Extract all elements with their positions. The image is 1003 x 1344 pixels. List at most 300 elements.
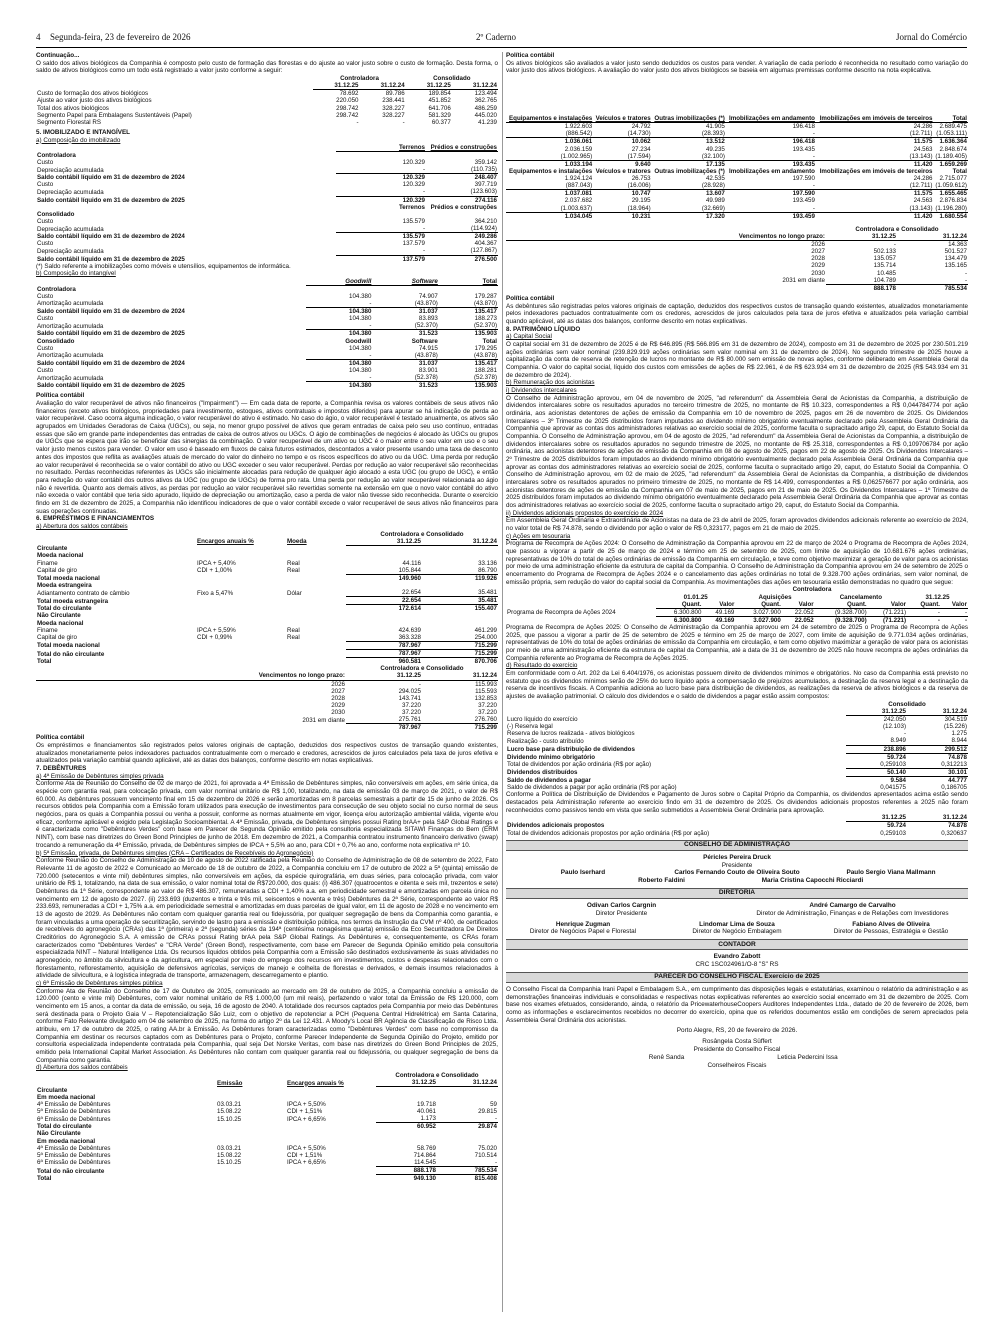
row-value: 486.259: [474, 104, 497, 112]
row-value: 26.753: [631, 175, 651, 183]
table-row: [36, 90, 498, 98]
table-row: [36, 724, 498, 732]
row-label: Total moeda nacional: [37, 574, 100, 582]
row-value: Software: [411, 337, 438, 345]
row-value: 132.853: [474, 694, 497, 702]
row-label: Realização - custo atribuído: [507, 737, 584, 745]
row-value: (123.603): [470, 188, 497, 196]
row-label: Custo: [37, 292, 54, 300]
row-value: 193.459: [792, 197, 815, 205]
directors-title: DIRETORIA: [506, 888, 968, 899]
table-row: [36, 225, 498, 233]
row-attribute: [196, 612, 286, 619]
row-label: 2027: [811, 248, 825, 256]
table-row: [36, 1152, 498, 1159]
section-8b-title: b) Remuneração dos acionistas: [506, 379, 595, 387]
treas-date: 31.12.25: [925, 593, 950, 601]
row-label: Total do circulante: [37, 1123, 92, 1131]
table-row: [506, 277, 968, 285]
row-value: 0,186705: [941, 784, 967, 792]
fiscal-council-text: O Conselho Fiscal da Companhia Irani Papel e Embalagem S.A., em cumprimento das disposições legais e estatutárias, examinou o relatório da administração e as demonstrações financeiras individuais e consolidadas e respectivas notas explicativas referentes ao exercício social encerrado em 31 de dezembro de 2025. Com base nos exames efetuados, considerando, ainda, o relatório da PricewaterhouseCoopers Auditores Independentes Ltda., datado de 20 de fevereiro de 2026, bem como as informações e esclarecimentos recebidos no decorrer do exercício, opina que os referidos documentos estão em condições de serem apreciados pela Assembleia Geral Ordinária dos acionistas.: [506, 985, 968, 1024]
row-value: 461.299: [474, 626, 497, 634]
row-value: (15.226): [943, 723, 967, 731]
table-row: [36, 545, 498, 552]
row-value: 37.220: [402, 709, 421, 717]
row-value: [422, 620, 498, 627]
table-row: [36, 605, 498, 613]
row-attribute: [286, 597, 346, 605]
loan-mat-group: Controladora e Consolidado: [380, 665, 464, 673]
row-attribute: CDI + 1,51%: [287, 1151, 323, 1159]
row-value: (71.221): [868, 616, 907, 624]
table-row: [36, 1130, 498, 1137]
row-value: 196.418: [726, 138, 816, 146]
row-value: 785.534: [897, 284, 968, 292]
row-value: 75.020: [478, 1144, 497, 1152]
row-label: Circulante: [37, 545, 68, 553]
row-value: (43.878): [414, 351, 438, 359]
table-row: [506, 723, 968, 730]
row-value: 135.165: [944, 262, 967, 270]
board-member: Maria Cristina Capocchi Ricciardi: [761, 877, 864, 885]
row-value: 445.020: [474, 111, 497, 119]
row-attribute: [286, 545, 346, 552]
table-row: [36, 567, 498, 575]
row-value: 13.607: [652, 190, 726, 198]
row-value: [437, 1138, 498, 1145]
row-value: [437, 1094, 498, 1101]
row-label: Saldo contábil líquido em 31 de dezembro de 2025: [37, 255, 185, 263]
row-value: 715.299: [422, 650, 498, 658]
row-value: 1.924.124: [564, 175, 593, 183]
policy2-text: Os empréstimos e financiamentos são registrados pelos valores originais de captação, deduzidos dos respectivos custos de transação quando existentes, atualizados monetariamente pelos indexadores pactuados contratualmente com o mercado e credores, acrescidos de juros calculados pela taxa de juros efetiva e atualizados pela variação cambial quando aplicável, até as datas dos balanços, conforme descrito em notas explicativas.: [36, 742, 498, 765]
row-value: 715.299: [422, 724, 498, 732]
row-attribute: IPCA + 6,65%: [287, 1115, 326, 1123]
row-value: 189.854: [428, 90, 451, 98]
row-attribute: CDI + 1,00%: [197, 567, 233, 575]
row-label: Moeda estrangeira: [37, 581, 92, 589]
row-value: -: [422, 247, 425, 255]
row-value: 120.329: [402, 158, 425, 166]
row-value: -: [812, 204, 815, 212]
row-label: Total do não circulante: [37, 650, 105, 658]
row-value: 193.435: [792, 145, 815, 153]
row-value: 11.420: [816, 160, 934, 168]
row-value: (14.730): [627, 130, 651, 138]
page-number: 4: [36, 32, 41, 42]
row-attribute: [286, 1123, 376, 1131]
row-value: 254.000: [474, 633, 497, 641]
table-row: [36, 552, 498, 559]
table-row: [506, 777, 968, 785]
loan-table: [36, 531, 498, 666]
row-value: 44.116: [402, 559, 421, 567]
row-value: 193.459: [726, 212, 816, 220]
row-value: [439, 286, 498, 293]
additional-dividends-table: [506, 814, 968, 836]
row-value: (1.002.965): [560, 152, 593, 160]
imob-col: Prédios e construções: [426, 144, 498, 152]
row-value: 120.329: [402, 181, 425, 189]
row-label: Amortização acumulada: [37, 322, 104, 330]
table-row: [36, 582, 498, 589]
table-row: [36, 112, 498, 119]
section-8c-text: Programa de Recompra de Ações 2024: O Conselho de Administração da Companhia aprovou em 22 de março de 2024 o Programa de Recompra de Ações 2024, que passou a vigorar a partir de 25 de março de 2024 e término em 25 de setembro de 2025, com limite de aquisição de 10.681.676 ações ordinárias, representativas de 10% do total de ações ordinárias de emissão da Companhia em circulação, e teve como objetivo maximizar a geração de valor para os acionistas por meio de uma administração eficiente da estrutura de capital da Companhia. O Conselho de Administração da Companhia aprovou em 24 de setembro de 2025 o encerramento do Programa de Recompra de Ações 2024 e o cancelamento das ações ordinárias no total de 9.328.700 ações ordinárias, sem valor nominal, de emissão própria, sem redução do valor do capital social da Companhia. As movimentações das ações em tesouraria estão demonstradas no quadro que segue:: [506, 540, 968, 586]
row-value: Imobilizações em andamento: [728, 167, 815, 175]
row-value: (13.143): [909, 204, 933, 212]
row-attribute: [196, 582, 286, 589]
res-col: 31.12.24: [907, 708, 968, 716]
table-row: [36, 308, 498, 316]
bio-col: 31.12.24: [360, 82, 406, 90]
row-value: 2.689.475: [939, 123, 967, 131]
row-value: 137.579: [336, 255, 426, 263]
table-row: [36, 702, 498, 709]
row-label: Custo: [37, 344, 54, 352]
section-8c-text2: Programa de Recompra de Ações 2025: O Conselho de Administração da Companhia aprovou em 24 de setembro de 2025 o Programa de Recompra de Ações 2025, que passou a vigorar a partir de 25 de setembro de 2025 e término em 25 de março de 2027, com limite de aquisição de 9.771.034 ações ordinárias, representativas de 10% do total de ações ordinárias de emissão da Companhia em circulação, e tem como objetivo maximizar a geração de valor para os acionistas por meio de uma administração eficiente da estrutura de capital da Companhia, até a data de 31 de dezembro de 2025 não houve recompra de ações ordinárias da Companhia referente ao Programa de Recompra de Ações 2025.: [506, 624, 968, 662]
director-name: Fabiano Alves de Oliveira: [852, 920, 930, 928]
row-value: (110.735): [470, 166, 497, 174]
row-value: (43.878): [473, 351, 497, 359]
treas-subcol: Valor: [782, 601, 815, 609]
row-value: -: [422, 225, 425, 233]
row-value: 134.479: [944, 255, 967, 263]
column-divider: [502, 52, 503, 1312]
treas-subcol: Quant.: [735, 601, 781, 609]
table-row: [506, 737, 968, 745]
loan-group: Controladora e Consolidado: [380, 530, 464, 538]
row-value: 78.692: [339, 90, 359, 98]
row-value: 1.636.364: [934, 138, 969, 146]
row-attribute: [216, 1130, 286, 1137]
table-row: [36, 695, 498, 702]
row-value: (71.221): [882, 608, 907, 616]
row-value: [346, 582, 422, 589]
section-8d-title: d) Resultado do exercício: [506, 662, 578, 670]
deb-mat-col: 31.12.24: [897, 233, 968, 241]
table-row: [36, 1101, 498, 1108]
row-label: Segmento Papel para Embalagens Sustentáveis (Papel): [37, 111, 192, 119]
row-value: (16.006): [627, 182, 651, 190]
row-value: 31.037: [372, 359, 438, 367]
row-value: 104.380: [349, 292, 372, 300]
table-row: [506, 168, 968, 175]
row-value: 172.614: [346, 605, 422, 613]
row-value: -: [356, 118, 359, 126]
table-row: [36, 1138, 498, 1145]
deb-maturity-table: [506, 226, 968, 292]
treas-group: Controladora: [792, 586, 832, 594]
table-row: [36, 1108, 498, 1115]
bio-col: 31.12.25: [313, 82, 359, 90]
row-label: Capital de giro: [37, 567, 77, 575]
row-label: Saldo contábil líquido em 31 de dezembro de 2025: [37, 382, 185, 390]
table-row: [36, 1175, 498, 1183]
row-attribute: CDI + 0,99%: [197, 634, 233, 642]
row-label: [506, 284, 826, 292]
row-value: 49.235: [705, 145, 725, 153]
table-row: [36, 359, 498, 367]
section-5a-title: a) Composição do imobilizado: [36, 136, 121, 144]
row-value: (52.378): [414, 374, 438, 382]
row-attribute: [196, 597, 286, 605]
deb-col: Emissão: [217, 1079, 243, 1087]
table-row: [36, 240, 498, 247]
board-member: Paulo Sergio Viana Mallmann: [846, 869, 936, 877]
row-value: 10.747: [593, 190, 651, 198]
row-value: 135.417: [439, 359, 498, 367]
row-label: 2028: [811, 255, 825, 263]
row-value: 37.220: [478, 709, 497, 717]
row-value: (18.964): [627, 204, 651, 212]
row-value: -: [907, 616, 941, 624]
row-value: 135.903: [439, 330, 498, 338]
row-value: 359.142: [474, 158, 497, 166]
loan-mat-label: Vencimentos no longo prazo:: [36, 672, 346, 680]
row-label: 2029: [331, 701, 345, 709]
row-label: Consolidado: [37, 210, 75, 218]
row-value: Terrenos: [398, 203, 425, 211]
row-value: 135.903: [439, 382, 498, 390]
row-value: 0,320637: [941, 829, 967, 837]
row-attribute: [216, 1087, 286, 1094]
policy2-title: Política contábil: [36, 734, 85, 742]
row-value: 0,259103: [880, 760, 906, 768]
board-member: Roberto Faldini: [638, 877, 685, 885]
imob-table: [36, 144, 498, 263]
section-8c-title: c) Ações em tesouraria: [506, 532, 571, 540]
row-value: 710.514: [474, 1151, 497, 1159]
row-value: 104.380: [306, 308, 372, 316]
fiscal-members: [506, 1054, 968, 1062]
row-value: [376, 1094, 437, 1101]
row-label: Custo de formação dos ativos biológicos: [37, 90, 149, 98]
deb-col: 31.12.25: [376, 1079, 437, 1087]
table-row: [506, 745, 968, 753]
table-row: [36, 322, 498, 330]
table-row: [36, 338, 498, 345]
row-attribute: Fixo a 5,47%: [197, 589, 234, 597]
row-label: Em moeda nacional: [37, 1137, 96, 1145]
row-value: Total: [952, 167, 967, 175]
section-5b-title: b) Composição do intangível: [36, 270, 116, 278]
fiscal-member: Renê Sanda: [648, 1053, 685, 1061]
row-value: 143.741: [398, 694, 421, 702]
table-row: [36, 233, 498, 241]
row-value: 104.380: [349, 315, 372, 323]
row-value: 19.718: [417, 1100, 436, 1108]
row-value: 44.777: [907, 777, 968, 785]
bio-intro: O saldo dos ativos biológicos da Companhia é composto pelo custo de formação das florestas e do ajuste ao valor justo sobre o custo de formação. Desta forma, o saldo de ativos biológicos como um todo está registrado a valor justo conforme a seguir:: [36, 59, 498, 75]
row-value: 49.169: [715, 608, 735, 616]
table-row: [36, 1167, 498, 1175]
page-header: [36, 32, 967, 46]
row-attribute: 15.10.25: [217, 1159, 242, 1167]
row-attribute: Real: [287, 626, 300, 634]
row-value: 135.417: [439, 308, 498, 316]
row-label: 5ª Emissão de Debêntures: [37, 1108, 111, 1116]
r-policy-text: Os ativos biológicos são avaliados a valor justo sendo deduzidos os custos para vender. A variação de cada período é reconhecida no resultado como variação do valor justo dos ativos biológicos. A avaliação do valor justo dos ativos biológicos se baseia em algumas premissas conforme descrito na nota explicativa.: [506, 59, 968, 75]
row-value: 22.654: [402, 589, 421, 597]
row-value: 115.593: [475, 687, 497, 695]
imob2-col: Total: [934, 115, 969, 123]
row-value: (12.103): [882, 723, 906, 731]
row-label: Custo: [37, 181, 54, 189]
row-value: 31.037: [372, 308, 438, 316]
treas-subcol: Valor: [702, 601, 735, 609]
row-label: Saldo contábil líquido em 31 de dezembro de 2025: [37, 196, 185, 204]
left-column: [36, 52, 498, 1312]
board-members: [506, 869, 968, 877]
row-value: [372, 286, 438, 293]
loan-col: Encargos anuais %: [197, 538, 254, 546]
accountant: [506, 953, 968, 969]
row-value: 1.275: [951, 730, 967, 738]
row-value: 1.659.269: [934, 160, 969, 168]
table-row: [506, 753, 968, 761]
row-value: 888.178: [376, 1167, 437, 1175]
table-row: [36, 1145, 498, 1152]
row-label: 2028: [331, 694, 345, 702]
row-value: 248.407: [426, 174, 498, 182]
row-attribute: [286, 1094, 376, 1101]
director-name: Henrique Zugman: [555, 920, 611, 928]
row-value: 249.286: [426, 233, 498, 241]
row-label: Saldo de dividendos a pagar por ação ordinária (R$ por ação): [507, 784, 677, 792]
section-8a-title: a) Capital Social: [506, 333, 552, 341]
row-value: 501.527: [944, 248, 967, 256]
row-value: 502.133: [873, 248, 896, 256]
row-value: 8.949: [890, 737, 906, 745]
row-value: 2.715.077: [939, 175, 967, 183]
table-row: [36, 650, 498, 658]
row-value: Goodwill: [345, 337, 372, 345]
row-value: 22.052: [782, 616, 815, 624]
row-value: 298.742: [336, 111, 359, 119]
table-row: [36, 589, 498, 597]
row-value: [346, 545, 422, 552]
row-value: -: [369, 374, 372, 382]
row-label: Segmento Florestal RS: [37, 118, 101, 126]
row-value: 1.037.081: [506, 190, 593, 198]
row-value: (17.594): [627, 152, 651, 160]
table-row: [36, 641, 498, 649]
row-value: -: [812, 182, 815, 190]
row-value: (52.370): [414, 322, 438, 330]
row-value: 328.227: [382, 104, 405, 112]
row-value: 196.418: [792, 123, 815, 131]
deb-table: [36, 1072, 498, 1182]
row-value: 397.719: [474, 181, 497, 189]
treas-subcol: Quant.: [815, 601, 868, 609]
row-value: (12.711): [909, 130, 933, 138]
row-value: 276.760: [474, 716, 497, 724]
intang-col: Software: [372, 278, 438, 286]
row-value: 179.295: [474, 344, 497, 352]
row-attribute: [286, 612, 346, 619]
row-value: 6.300.800: [656, 616, 702, 624]
treas-subcol: Valor: [868, 601, 907, 609]
row-value: (43.870): [473, 299, 497, 307]
loan-col: Moeda: [287, 538, 307, 546]
table-row: [506, 182, 968, 190]
row-label: Lucro base para distribuição de dividendos: [507, 745, 635, 753]
row-label: 2026: [331, 680, 345, 688]
row-label: Depreciação acumulada: [37, 225, 104, 233]
row-value: 6.300.800: [673, 608, 702, 616]
section-7b-text: Conforme Reunião do Conselho de Administração de 10 de agosto de 2022 ratificada pela Reunião do Conselho de Administração de 08 de setembro de 2022, Fato Relevante 11 de agosto de 2022 e Comunicado ao Mercado de 18 de outubro de 2022, a Companhia concluiu em 17 de outubro de 2022 a 5ª (quinta) emissão de 720.000 (setecentos e vinte mil) debêntures simples, não conversíveis em ações, da espécie quirografária, em duas séries, para colocação privada, com valor unitário de R$ 1, totalizando, na data de sua emissão, o valor nominal total de R$720.000, dos quais: (i) 486.307 (quatrocentos e oitenta e seis mil, trezentos e sete) Debêntures da 1ª Série, correspondente ao valor de R$ 486.307, remuneradas a CDI + 1,40% a.a. em periodicidade semestral e amortizadas em parcela única no vencimento em 12 de agosto de 2027. (ii) 233.693 (duzentos e trinta e três mil, seiscentos e noventa e três) Debêntures da 2ª Série, correspondente ao valor R$ 233.693, remuneradas a CDI + 1,75% a.a. em periodicidade semestral e amortizadas em duas parcelas de igual valor, em 11 de agosto de 2028 e no vencimento em 13 de agosto de 2029. As Debêntures não contam com qualquer garantia real ou fidejussória, por qualquer segregação de bens da Companhia como garantia, e foram vinculadas a uma operação de securitização, servindo de lastro para a emissão e distribuição pública, nos termos da Instrução da CVM nº 400, de certificados de recebíveis do agronegócio (CRAs) das 1ª (primeira) e 2ª (segunda) séries da 194ª (centésima nonagésima quarta) emissão da Eco Securitizadora De Direitos Creditórios do Agronegócio S.A. A emissão de CRAs possui Rating brAA pela S&P Global Ratings. As Debêntures e, consequentemente, os CRAs foram caracterizados como "Debêntures Verdes" e "CRA Verde" (Green Bond), respectivamente, com base em Parecer de Segunda Opinião emitido pela consultoria especializada NINT – Natural Intelligence Ltda. Os recursos líquidos obtidos pela Companhia com a Emissão são destinados exclusivamente às suas atividades no agronegócio, no âmbito da silvicultura e da agricultura, em especial por meio do emprego dos recursos em investimentos, custos e despesas relacionados com o florestamento, reflorestamento, aquisição de defensivos agrícolas, serviços de manejo e colheita de florestas e derivados, e demais insumos relacionados à atividade de silvicultura, e à logística integrada de transporte, armazenagem, descarregamento e plantio.: [36, 857, 498, 980]
row-attribute: [286, 582, 346, 589]
row-value: 59.724: [846, 753, 907, 761]
fiscal-chair: [506, 1038, 968, 1054]
row-value: 641.706: [428, 104, 451, 112]
row-value: 74.878: [907, 822, 968, 830]
row-value: [426, 152, 498, 159]
row-value: -: [812, 152, 815, 160]
row-attribute: [196, 552, 286, 559]
director-name: Lindomar Lima de Souza: [699, 920, 775, 928]
director-role: Diretor de Pessoas, Estratégia e Gestão: [833, 928, 949, 936]
fiscal-place-date: Porto Alegre, RS, 20 de fevereiro de 2026.: [676, 1027, 798, 1035]
table-row: [36, 293, 498, 300]
table-row: [506, 197, 968, 204]
row-label: Dividendos distribuídos: [507, 768, 578, 776]
row-label: Não Circulante: [37, 612, 81, 620]
section-7b-title: b) 5ª Emissão, privada, de Debêntures simples (CRA – Certificados de Recebíveis do Agronegócio): [36, 849, 314, 857]
section-7a-text: Conforme Ata de Reunião do Conselho de 02 de março de 2021, foi aprovada a 4ª Emissão de Debêntures simples, não conversíveis em ações, em série única, da espécie com garantia real, para colocação privada, com valor nominal unitário de R$ 1,00, totalizando, na data de emissão 03 de março de 2021, o valor de R$ 60.000. As debêntures possuem vencimento final em 15 de dezembro de 2026 e serão amortizadas em 8 parcelas semestrais a partir de 15 de junho de 2026. Os recursos obtidos pela Companhia com a Emissão foram utilizados para execução de investimentos para consecução de seu objeto social no curso normal de seus negócios, para os quais a Companhia possui ou venha a possuir, conforme as normas atualmente em vigor, licença e/ou autorização ambiental válida, vigente e/ou eficaz, conforme aplicável e exigido pela Legislação Socioambiental. A 4ª Emissão, privada, de Debêntures simples possui Rating brAA+ pela S&P Global Ratings e é caracterizada como "Debêntures Verdes" com base em Parecer de Segunda Opinião emitido pela consultoria especializada SITAWI Finanças do Bem (ERM NINT), com base nas diretrizes do Green Bond Principles de junho de 2018. Em dezembro de 2021, a Companhia contratou instrumento financeiro derivativo (swap) trocando a remuneração da 4ª Emissão, privada, de Debêntures simples de IPCA + 5,5% ao ano, para CDI + 0,7% ao ano, conforme nota explicativa nº 10.: [36, 780, 498, 849]
row-label: Custo: [37, 315, 54, 323]
row-value: 83.893: [418, 315, 438, 323]
table-row: [36, 612, 498, 619]
row-value: 715.299: [422, 641, 498, 649]
table-row: [506, 248, 968, 255]
row-value: 188.273: [474, 315, 497, 323]
row-attribute: [286, 1175, 376, 1183]
row-value: 89.786: [385, 90, 405, 98]
row-attribute: [286, 1087, 376, 1094]
row-value: 3.027.900: [735, 616, 781, 624]
section-7c-text: Conforme Ata de Reunião do Conselho de 17 de Outubro de 2025, comunicado ao mercado em 28 de outubro de 2025, a Companhia concluiu a emissão de 120.000 (cento e vinte mil) Debêntures, com valor nominal unitário de R$ 1.000,00 (um mil reais), perfazendo o valor total da Emissão de R$ 120.000, com vencimento em 15 anos, a contar da data de emissão, ou seja, 16 de agosto de 2040. A totalidade dos recursos captados pela Companhia por meio das Debêntures será destinada para o Projeto Gaia V – Repotencialização São Luiz, com o objetivo de repotenciar a PCH (Pequena Central Hidrelétrica) em Santa Catarina, conforme Fato Relevante divulgado em 04 de setembro de 2025, na forma do artigo 2º da Lei 12.431. A Moody's Local BR Agência de Classificação de Risco Ltda. atribuiu, em 17 de outubro de 2025, o rating AA.br à Emissão. As Debêntures foram caracterizadas como "Debêntures Verdes" com base no compromisso da Companhia em destinar os recursos captados com as Debêntures para o Projeto, conforme Parecer Independente de Segunda Opinião do Projeto, emitido por consultoria especializada independente contratada pela Companhia, qual seja Det Norske Veritas, com base nas diretrizes do Green Bond Principles de 2025, emitido pela International Capital Market Association. As Debêntures não contam com qualquer garantia real ou fidejussória, ou qualquer segregação de bens da Companhia como garantia.: [36, 987, 498, 1064]
table-row: [36, 1115, 498, 1123]
row-value: 149.960: [346, 574, 422, 582]
row-label: Total do não circulante: [37, 1167, 105, 1175]
row-value: 120.329: [336, 174, 426, 182]
row-value: 714.864: [413, 1151, 436, 1159]
row-value: [376, 1138, 437, 1145]
deb-group: Controladora e Consolidado: [395, 1071, 479, 1079]
accountant-name: Evandro Zabott: [713, 953, 761, 961]
board-member: Paulo Iserhard: [560, 869, 606, 877]
row-attribute: [286, 552, 346, 559]
row-label: Em moeda nacional: [37, 1093, 96, 1101]
table-row: [36, 627, 498, 634]
row-value: 119.926: [422, 574, 498, 582]
table-row: [36, 188, 498, 196]
row-label: 2030: [331, 709, 345, 717]
row-label: [36, 204, 336, 211]
imob2-table: [506, 115, 968, 220]
row-value: -: [369, 322, 372, 330]
row-value: 31.523: [372, 382, 438, 390]
row-value: (127.867): [470, 247, 497, 255]
newspaper-name: Jornal do Comércio: [896, 32, 967, 42]
row-value: Total: [482, 337, 497, 345]
row-value: Imobilizações em imóveis de terceiros: [819, 167, 933, 175]
row-label: Saldo de dividendos a pagar: [507, 777, 591, 785]
row-value: 0,312213: [941, 760, 967, 768]
row-attribute: 15.10.25: [217, 1115, 242, 1123]
row-value: 17.320: [652, 212, 726, 220]
